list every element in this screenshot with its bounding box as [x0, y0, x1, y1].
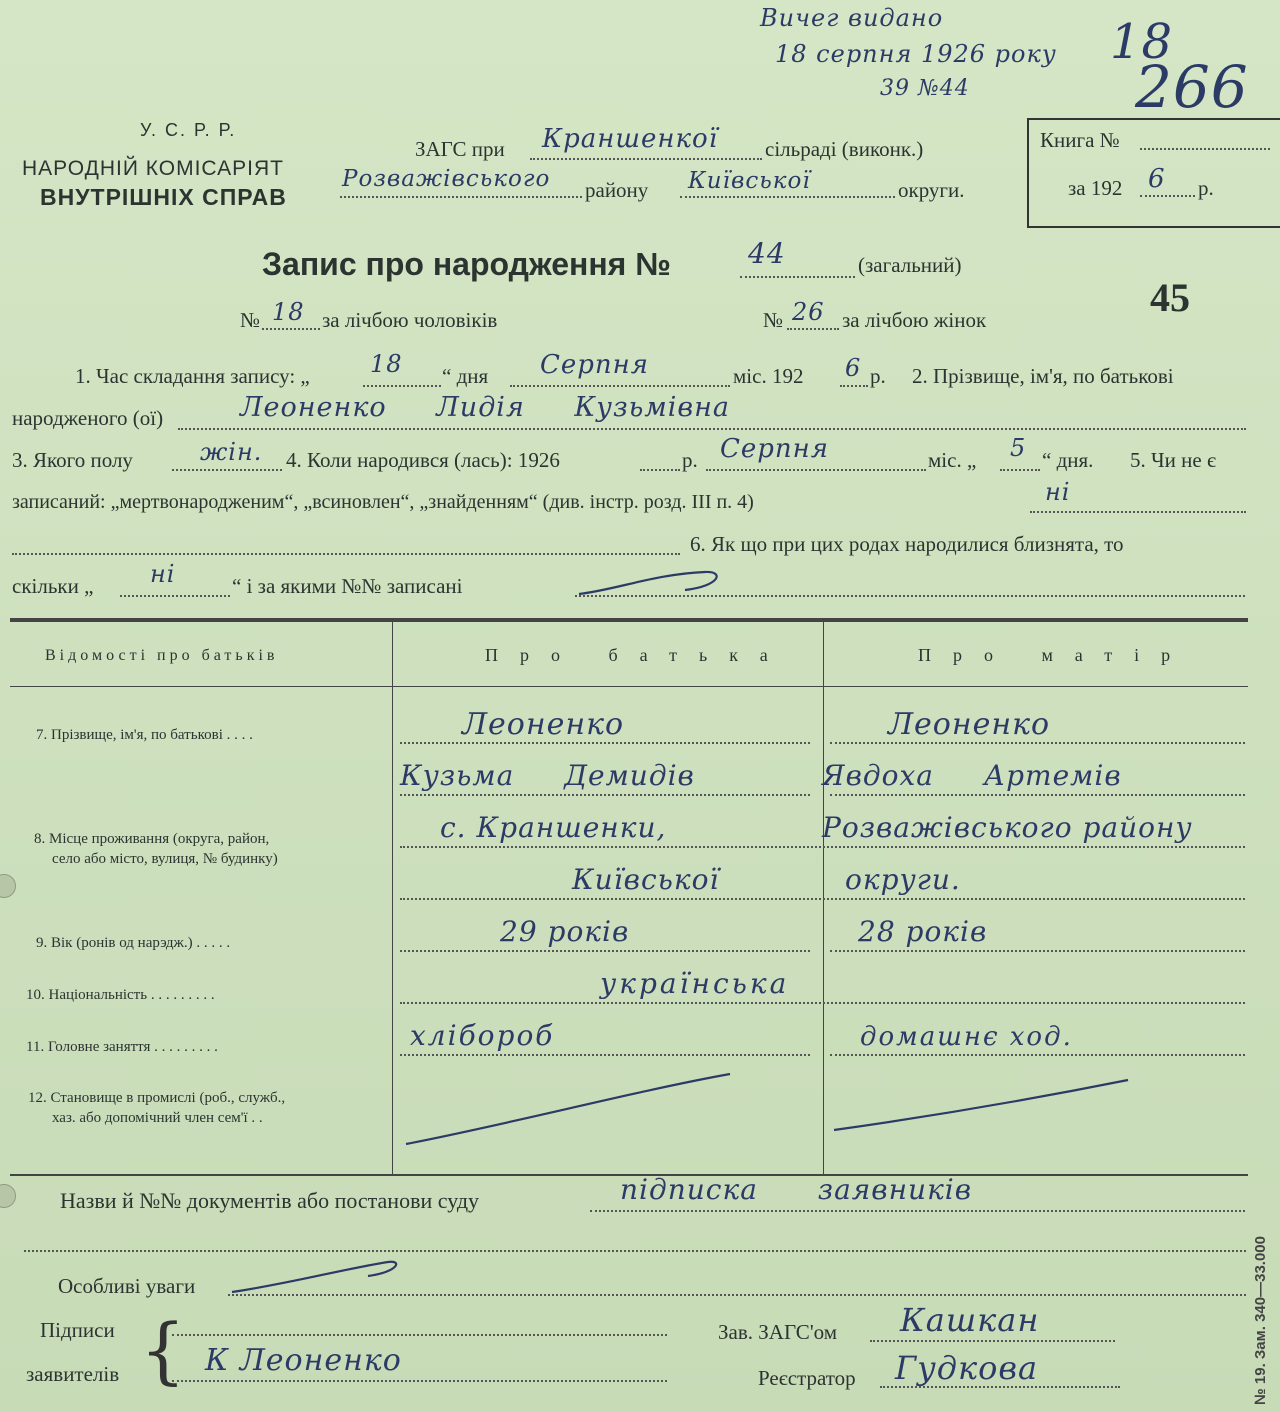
field4-day-word: “ дня.: [1042, 448, 1094, 472]
note-line-3: 39 №44: [880, 76, 970, 101]
record-title: Запис про народження №: [262, 246, 671, 282]
docs-line-2: [24, 1250, 1246, 1252]
field2-label-b: народженого (ої): [12, 406, 164, 430]
field3-line: [172, 469, 282, 471]
men-label: за лічбою чоловіків: [322, 308, 498, 332]
residence-line-2: [400, 898, 1245, 900]
field1-day-word: “ дня: [442, 364, 489, 388]
field6-line2a: скільки „: [12, 574, 94, 598]
field6-line2b: “ і за якими №№ записані: [232, 574, 463, 598]
field4-month: Серпня: [720, 434, 830, 464]
zags-suffix: сільраді (виконк.): [765, 137, 924, 161]
mother-occupation: домашнє ход.: [860, 1022, 1073, 1052]
field6-dash-stroke: [575, 566, 735, 600]
head-signature: Кашкан: [900, 1301, 1040, 1339]
table-divider-1: [392, 622, 393, 1175]
field3-sex: жін.: [200, 438, 263, 466]
district-line: [340, 196, 582, 198]
district-handwritten: Розважівського: [342, 166, 551, 192]
residence-3: Київської: [572, 863, 720, 896]
field4-day-line: [1000, 469, 1040, 471]
row-label-11: 11. Головне заняття . . . . . . . . .: [26, 1039, 218, 1055]
field6-count: ні: [150, 560, 176, 588]
field5-cont-line: [12, 553, 680, 555]
district-word: району: [585, 178, 649, 202]
record-number-handwritten: 44: [748, 237, 786, 270]
docs-handwritten: підписка заявників: [620, 1173, 973, 1206]
field4-r: р.: [682, 448, 698, 472]
residence-4: округи.: [845, 863, 961, 896]
signature-line-2: [172, 1380, 667, 1382]
punch-hole-bottom: [0, 1184, 16, 1208]
record-number-line: [740, 276, 855, 278]
applicant-signature: К Леоненко: [205, 1343, 402, 1378]
zags-line: [530, 158, 762, 160]
field1-label: 1. Час складання запису: „: [75, 364, 310, 388]
father-line-2: [400, 794, 810, 796]
field4-label: 4. Коли народився (лась): 1926: [286, 448, 560, 472]
father-status-stroke: [400, 1062, 820, 1162]
field4-year-line: [640, 469, 680, 471]
field1-year: міс. 192: [733, 364, 804, 388]
notes-label: Особливі уваги: [58, 1274, 196, 1298]
mother-age: 28 років: [858, 915, 988, 948]
mother-surname: Леоненко: [888, 707, 1051, 742]
commissariat-line-1: НАРОДНІЙ КОМІСАРІЯТ: [22, 157, 284, 180]
book-year-handwritten: 6: [1148, 164, 1166, 194]
field4-mis: міс. „: [928, 448, 977, 472]
note-line-2: 18 серпня 1926 року: [775, 40, 1057, 68]
father-surname: Леоненко: [462, 707, 625, 742]
mother-given-name: Явдоха Артемів: [822, 759, 1122, 792]
archive-number: 266: [1135, 53, 1249, 121]
book-line: [1140, 148, 1270, 150]
father-occupation: хлібороб: [410, 1019, 555, 1052]
mother-age-line: [830, 950, 1245, 952]
book-year-line: [1140, 195, 1195, 197]
residence-1: с. Краншенки,: [440, 811, 667, 844]
field3-label: 3. Якого полу: [12, 448, 133, 472]
signature-line-1: [172, 1334, 667, 1336]
registrar-signature: Гудкова: [895, 1349, 1039, 1387]
zags-village: Краншенкої: [542, 124, 719, 154]
okruha-handwritten: Київської: [688, 168, 811, 194]
commissariat-line-2: ВНУТРІШНІХ СПРАВ: [40, 184, 287, 210]
docs-label: Назви й №№ документів або постанови суду: [60, 1188, 480, 1213]
field6-label: 6. Як що при цих родах народилися близнята, то: [690, 532, 1124, 556]
nationality-line: [400, 1002, 1245, 1004]
men-line: [262, 328, 320, 330]
father-age: 29 років: [500, 915, 630, 948]
father-line-1: [400, 742, 810, 744]
field4-day: 5: [1010, 434, 1027, 462]
punch-hole-top: [0, 874, 16, 898]
men-number: 18: [272, 298, 305, 326]
zags-prefix: ЗАГС при: [415, 137, 505, 161]
row-label-12a: 12. Становище в промислі (роб., служб.,: [28, 1090, 286, 1106]
docs-line: [590, 1210, 1245, 1212]
field1-year-hand: 6: [845, 354, 862, 382]
notes-dash-stroke: [228, 1258, 408, 1298]
field2-line: [178, 428, 1246, 430]
women-number: 26: [792, 298, 825, 326]
row-label-8b: село або місто, вулиця, № будинку): [52, 851, 278, 867]
mother-line-1: [830, 742, 1245, 744]
row-label-7: 7. Прізвище, ім'я, по батькові . . . .: [36, 727, 253, 743]
father-given-name: Кузьма Демидів: [400, 759, 695, 792]
father-age-line: [400, 950, 810, 952]
row-label-8a: 8. Місце проживання (округа, район,: [34, 831, 270, 847]
field1-day-line: [363, 385, 441, 387]
field5-line: [1030, 511, 1246, 513]
field1-month-line: [510, 385, 730, 387]
field5-line2: записаний: „мертвонародженим“, „всиновлен“, „знайденням“ (див. інстр. розд. III п. 4): [12, 491, 754, 513]
mother-occupation-line: [830, 1054, 1245, 1056]
father-occupation-line: [400, 1054, 810, 1056]
field1-r: р.: [870, 364, 886, 388]
field2-label: 2. Прізвище, ім'я, по батькові: [912, 364, 1174, 388]
book-year-prefix: за 192: [1068, 176, 1123, 200]
okruha-word: округи.: [898, 178, 965, 202]
note-line-1: Вичег видано: [760, 4, 944, 32]
men-prefix: №: [240, 308, 261, 332]
nationality: українська: [600, 967, 790, 1000]
mother-status-stroke: [828, 1072, 1248, 1142]
print-note: № 19. Зам. 340—33.000: [1252, 1236, 1269, 1405]
head-label: Зав. ЗАГС'ом: [718, 1320, 837, 1344]
field4-month-line: [706, 469, 926, 471]
field2-name: Леоненко Лидія Кузьмівна: [240, 392, 731, 423]
col-header-mother: Про матір: [918, 645, 1193, 665]
head-line: [870, 1340, 1115, 1342]
mother-line-2: [830, 794, 1245, 796]
row-label-12b: хаз. або допомічний член сем'ї . .: [52, 1110, 263, 1126]
book-number-handwritten: 18: [1110, 14, 1174, 70]
registrar-label: Реєстратор: [758, 1366, 856, 1390]
big-number: 45: [1150, 275, 1190, 320]
residence-line-1: [400, 846, 1245, 848]
field5-label: 5. Чи не є: [1130, 448, 1216, 472]
table-header-rule: [10, 686, 1248, 687]
col-header-father: Про батька: [485, 645, 790, 665]
field1-year-line: [840, 385, 868, 387]
signatures-brace: {: [140, 1308, 186, 1392]
row-label-10: 10. Національність . . . . . . . . .: [26, 987, 215, 1003]
book-label: Книга №: [1040, 128, 1120, 152]
col-header-parents: Відомості про батьків: [45, 647, 279, 664]
signatures-label-1: Підписи: [40, 1318, 115, 1342]
field5-answer: ні: [1045, 478, 1071, 506]
residence-2: Розважівського району: [822, 811, 1193, 844]
women-line: [787, 328, 839, 330]
field1-month: Серпня: [540, 350, 650, 380]
row-label-9: 9. Вік (ронів од нарэдж.) . . . . .: [36, 935, 231, 951]
women-label: за лічбою жінок: [842, 308, 987, 332]
okruha-line: [680, 196, 895, 198]
table-top-rule: [10, 618, 1248, 622]
field6-count-line: [120, 595, 230, 597]
women-prefix: №: [763, 308, 784, 332]
ussr-label: У. С. Р. Р.: [140, 120, 237, 140]
book-year-suffix: р.: [1198, 176, 1214, 200]
general-label: (загальний): [858, 253, 962, 277]
field1-day: 18: [370, 350, 403, 378]
signatures-label-2: заявителів: [26, 1362, 120, 1386]
